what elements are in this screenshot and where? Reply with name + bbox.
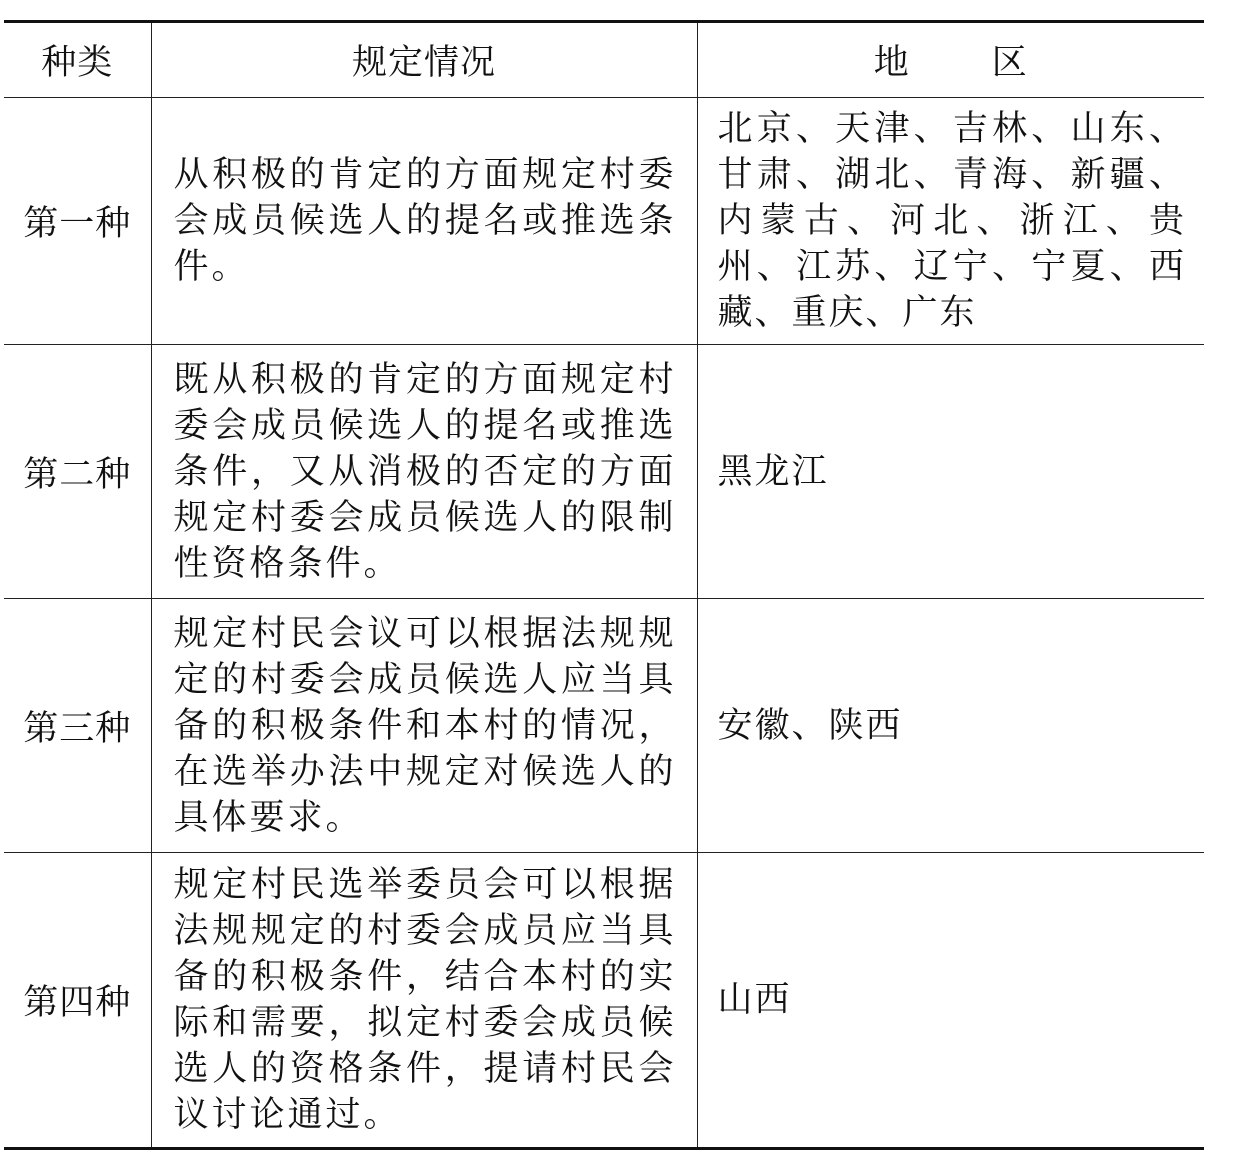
regulation-table bbox=[4, 20, 1204, 1150]
row-region: 安徽、陕西 bbox=[697, 599, 1204, 853]
header-kind: 种类 bbox=[4, 22, 151, 98]
table-row bbox=[4, 853, 1204, 1149]
row-rule: 从积极的肯定的方面规定村委会成员候选人的提名或推选条件。 bbox=[151, 98, 697, 345]
header-region-left: 地 bbox=[873, 43, 910, 83]
row-kind: 第二种 bbox=[4, 345, 151, 599]
row-kind: 第四种 bbox=[4, 853, 151, 1149]
regulation-table-container bbox=[4, 20, 1204, 1150]
header-rule: 规定情况 bbox=[151, 22, 697, 98]
row-kind: 第一种 bbox=[4, 98, 151, 345]
table-row bbox=[4, 98, 1204, 345]
row-region: 山西 bbox=[697, 853, 1204, 1149]
row-rule: 既从积极的肯定的方面规定村委会成员候选人的提名或推选条件，又从消极的否定的方面规定村委会成员候选人的限制性资格条件。 bbox=[151, 345, 697, 599]
row-region: 北京、天津、吉林、山东、甘肃、湖北、青海、新疆、内蒙古、河北、浙江、贵州、江苏、辽宁、宁夏、西藏、重庆、广东 bbox=[697, 98, 1204, 345]
row-rule: 规定村民选举委员会可以根据法规规定的村委会成员应当具备的积极条件，结合本村的实际和需要，拟定村委会成员候选人的资格条件，提请村民会议讨论通过。 bbox=[151, 853, 697, 1149]
table-header-row bbox=[4, 22, 1204, 98]
table-row bbox=[4, 599, 1204, 853]
row-region: 黑龙江 bbox=[697, 345, 1204, 599]
table-row bbox=[4, 345, 1204, 599]
header-region-right: 区 bbox=[991, 43, 1028, 83]
header-region bbox=[697, 22, 1204, 98]
row-rule: 规定村民会议可以根据法规规定的村委会成员候选人应当具备的积极条件和本村的情况，在选举办法中规定对候选人的具体要求。 bbox=[151, 599, 697, 853]
row-kind: 第三种 bbox=[4, 599, 151, 853]
